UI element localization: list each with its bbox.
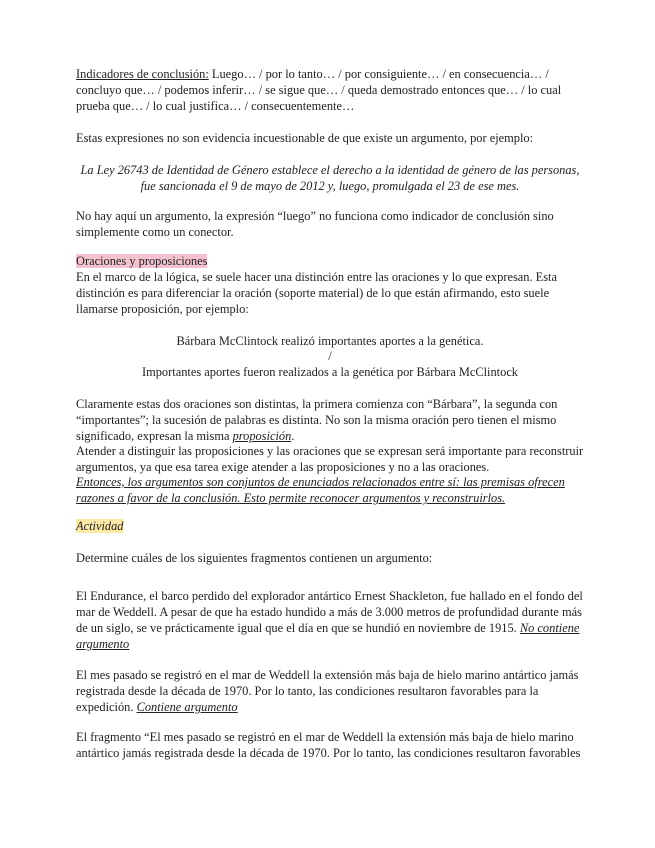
explanation-1-end: . <box>291 429 295 443</box>
not-evidence-paragraph: Estas expresiones no son evidencia incuestionable de que existe un argumento, por ejemplo: <box>76 131 534 145</box>
activity-heading-paragraph <box>76 518 584 534</box>
fragment-1-answer: No contiene argumento <box>76 621 580 651</box>
explanation-1-text: Claramente estas dos oraciones son distintas, la primera comienza con “Bárbara”, la segunda con “importantes”; la sucesión de palabras es distinta. No son la misma oración pero tienen el mismo significado, expresan la misma <box>76 397 558 443</box>
fragment-1-text: El Endurance, el barco perdido del explorador antártico Ernest Shackleton, fue hallado en el fondo del mar de Weddell. A pesar de que ha estado hundido a más de 3.000 metros de profundidad durante más de un siglo, se ve prácticamente igual que el día en que se hundió en noviembre de 1915. <box>76 589 583 635</box>
section-intro-paragraph: En el marco de la lógica, se suele hacer una distinción entre las oraciones y lo que expresan. Esta distinción es para diferenciar la oración (soporte material) de lo que están afirmando, esto suele llamarse proposición, por ejemplo: <box>76 270 557 316</box>
explanation-paragraph-2: Atender a distinguir las proposiciones y las oraciones que se expresan será importante para reconstruir argumentos, ya que esa tarea exige atender a las proposiciones y no a las oraciones. <box>76 444 584 474</box>
activity-heading: Actividad <box>76 519 124 533</box>
sentence-separator: / <box>328 349 332 363</box>
fragment-3: El fragmento “El mes pasado se registró en el mar de Weddell la extensión más baja de hielo marino antártico jamás registrada desde la década de 1970. Por lo tanto, las condiciones resultaron favorables <box>76 730 581 760</box>
explanation-paragraph-3: Entonces, los argumentos son conjuntos de enunciados relacionados entre sí: las premisas ofrecen razones a favor de la conclusión. Esto permite reconocer argumentos y reconstruirlos. <box>76 475 565 505</box>
sentence-b: Importantes aportes fueron realizados a la genética por Bárbara McClintock <box>141 365 519 379</box>
conclusion-indicators-paragraph <box>76 66 584 114</box>
proposition-term: proposición <box>232 429 292 443</box>
fragment-1 <box>76 588 584 652</box>
conclusion-indicators-text: Luego… / por lo tanto… / por consiguiente… / en consecuencia… / concluyo que… / podemos inferir… / se sigue que… / queda demostrado entonces que… / lo cual prueba que… / lo cual justifica… / consecuentemente… <box>76 67 562 113</box>
law-example: La Ley 26743 de Identidad de Género establece el derecho a la identidad de género de las personas, fue sancionada el 9 de mayo de 2012 y, luego, promulgada el 23 de ese mes. <box>80 163 580 193</box>
section-heading-paragraph <box>76 253 584 269</box>
activity-instruction: Determine cuáles de los siguientes fragmentos contienen un argumento: <box>76 551 433 565</box>
no-argument-note: No hay aquí un argumento, la expresión “luego” no funciona como indicador de conclusión sino simplemente como un conector. <box>76 209 554 239</box>
explanation-paragraph-1 <box>76 396 584 444</box>
fragment-2-answer: Contiene argumento <box>136 700 238 714</box>
sentence-a: Bárbara McClintock realizó importantes aportes a la genética. <box>176 334 484 348</box>
conclusion-indicators-label: Indicadores de conclusión: <box>76 67 209 81</box>
fragment-2 <box>76 667 584 715</box>
fragment-2-text: El mes pasado se registró en el mar de Weddell la extensión más baja de hielo marino antártico jamás registrada desde la década de 1970. Por lo tanto, las condiciones resultaron favorables para la expedición. <box>76 668 579 714</box>
section-heading: Oraciones y proposiciones <box>76 254 208 268</box>
